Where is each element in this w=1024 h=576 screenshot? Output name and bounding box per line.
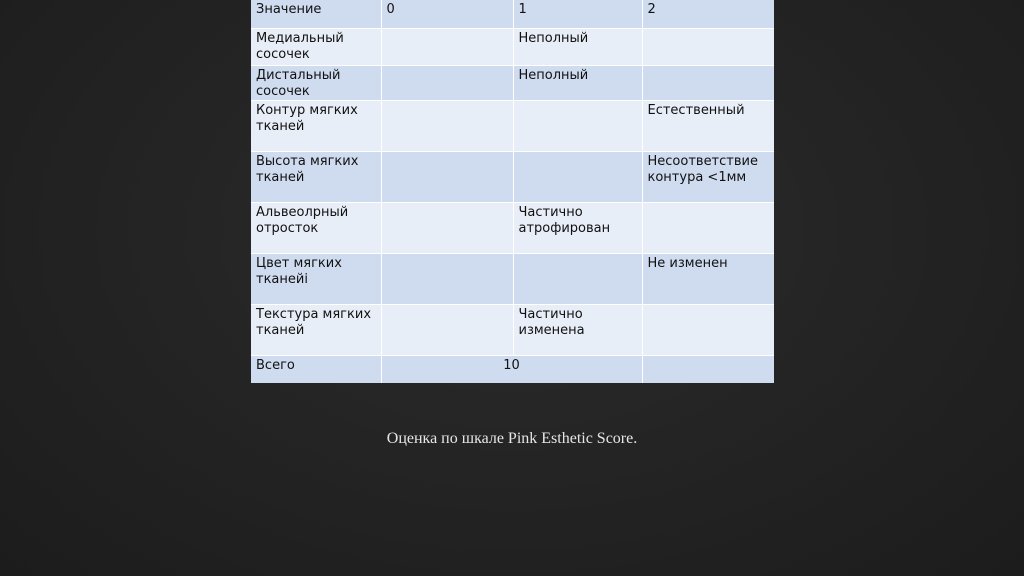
row-label: Текстура мягких тканей bbox=[251, 304, 381, 355]
cell-score-2: Естественный bbox=[642, 100, 774, 151]
row-label: Контур мягких тканей bbox=[251, 100, 381, 151]
cell-score-0 bbox=[381, 151, 513, 202]
total-value: 10 bbox=[381, 355, 642, 383]
table-row bbox=[251, 202, 774, 253]
table-row bbox=[251, 253, 774, 304]
table-row bbox=[251, 151, 774, 202]
table-row bbox=[251, 304, 774, 355]
cell-score-0 bbox=[381, 28, 513, 65]
header-cell-2: 2 bbox=[642, 0, 774, 28]
cell-score-1 bbox=[513, 151, 642, 202]
table-header-row bbox=[251, 0, 774, 28]
cell-score-0 bbox=[381, 304, 513, 355]
cell-score-1: Частично изменена bbox=[513, 304, 642, 355]
row-label: Альвеолрный отросток bbox=[251, 202, 381, 253]
cell-score-1: Частично атрофирован bbox=[513, 202, 642, 253]
row-label: Высота мягких тканей bbox=[251, 151, 381, 202]
cell-score-0 bbox=[381, 65, 513, 100]
cell-score-2 bbox=[642, 304, 774, 355]
cell-score-2: Несоответствие контура <1мм bbox=[642, 151, 774, 202]
cell-score-2: Не изменен bbox=[642, 253, 774, 304]
cell-score-0 bbox=[381, 253, 513, 304]
cell-score-2 bbox=[642, 28, 774, 65]
cell-score-1 bbox=[513, 100, 642, 151]
cell-score-1 bbox=[513, 253, 642, 304]
cell-score-0 bbox=[381, 100, 513, 151]
table-row bbox=[251, 65, 774, 100]
pink-esthetic-score-table bbox=[251, 0, 774, 383]
table-total-row bbox=[251, 355, 774, 383]
header-cell-0: 0 bbox=[381, 0, 513, 28]
cell-score-2 bbox=[642, 202, 774, 253]
row-label: Цвет мягких тканейi bbox=[251, 253, 381, 304]
total-label: Всего bbox=[251, 355, 381, 383]
table-row bbox=[251, 28, 774, 65]
header-cell-label: Значение bbox=[251, 0, 381, 28]
row-label: Дистальный сосочек bbox=[251, 65, 381, 100]
total-empty-cell bbox=[642, 355, 774, 383]
cell-score-1: Неполный bbox=[513, 28, 642, 65]
header-cell-1: 1 bbox=[513, 0, 642, 28]
cell-score-2 bbox=[642, 65, 774, 100]
slide-caption: Оценка по шкале Pink Esthetic Score. bbox=[386, 430, 638, 447]
table-row bbox=[251, 100, 774, 151]
cell-score-1: Неполный bbox=[513, 65, 642, 100]
row-label: Медиальный сосочек bbox=[251, 28, 381, 65]
cell-score-0 bbox=[381, 202, 513, 253]
